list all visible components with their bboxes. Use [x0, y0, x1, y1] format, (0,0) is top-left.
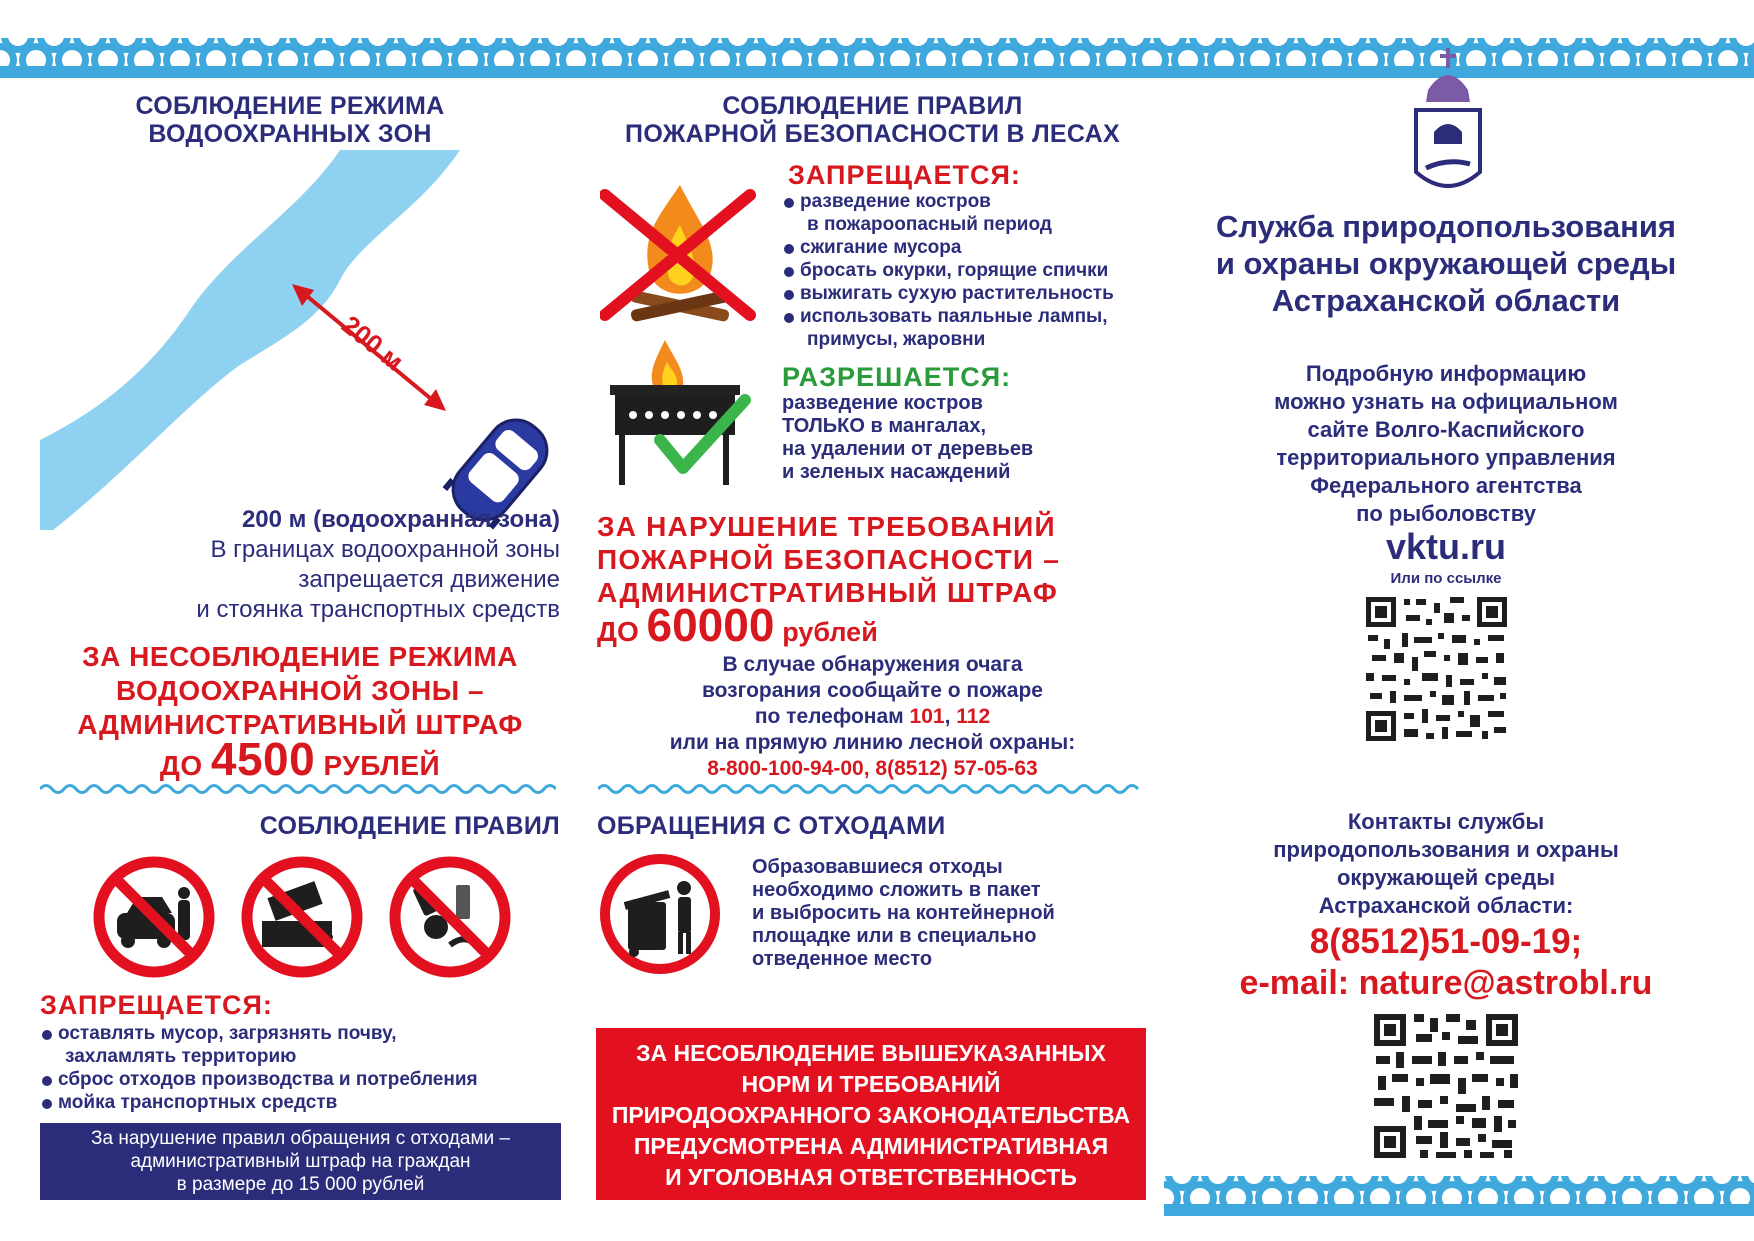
website-link[interactable]: vktu.ru — [1385, 526, 1507, 567]
agency-email[interactable]: e-mail: nature@astrobl.ru — [1239, 964, 1653, 1002]
river-illustration — [40, 150, 560, 530]
waste-disposal-text: Образовавшиеся отходы необходимо сложить в пакет и выбросить на контейнерной площадке или в специально отведенное место — [752, 856, 1055, 970]
waste-fine-box: За нарушение правил обращения с отходами – административный штраф на граждан в размере до 15 000 рублей — [40, 1123, 561, 1200]
fire-forbidden-list — [782, 190, 1152, 351]
list-item: примусы, жаровни — [807, 329, 986, 350]
waste-forbidden-list — [40, 1022, 570, 1114]
waste-forbidden-heading: ЗАПРЕЩАЕТСЯ: — [40, 990, 273, 1020]
water-zone-description: 200 м (водоохранная зона) В границах водоохранной зоны запрещается движение и стоянка транспортных средств — [196, 506, 560, 623]
list-item: выжигать сухую растительность — [782, 282, 1152, 305]
qr-code-website[interactable] — [1364, 595, 1509, 743]
list-item: сжигание мусора — [782, 236, 1152, 259]
no-littering-icon — [388, 855, 512, 979]
divider-wave-middle — [598, 782, 1144, 796]
list-item: в пожароопасный период — [807, 214, 1052, 235]
water-fine-amount: 4500 — [210, 733, 316, 785]
fire-fine-amount: 60000 — [646, 599, 775, 651]
contacts-heading: Контакты службы природопользования и охраны окружающей среды Астраханской области: — [1273, 809, 1619, 918]
trash-bin-icon — [598, 852, 722, 976]
fire-allowed-heading: РАЗРЕШАЕТСЯ: — [782, 362, 1012, 392]
list-item: использовать паяльные лампы, — [782, 305, 1152, 328]
water-section-title: СОБЛЮДЕНИЕ РЕЖИМА ВОДООХРАННЫХ ЗОН — [135, 92, 445, 148]
forest-hotline[interactable]: 8-800-100-94-00, 8(8512) 57-05-63 — [707, 757, 1038, 780]
list-item: оставлять мусор, загрязнять почву, — [40, 1022, 570, 1045]
top-wave-border — [0, 38, 1754, 78]
qr-code-contacts[interactable] — [1372, 1012, 1520, 1160]
waste-title-right: ОБРАЩЕНИЯ С ОТХОДАМИ — [597, 812, 946, 840]
link-note: Или по ссылке — [1390, 570, 1502, 587]
waste-title-left: СОБЛЮДЕНИЕ ПРАВИЛ — [259, 812, 560, 840]
water-fine-block: ЗА НЕСОБЛЮДЕНИЕ РЕЖИМА ВОДООХРАННОЙ ЗОНЫ – АДМИНИСТРАТИВНЫЙ ШТРАФ ДО 4500 РУБЛЕЙ — [77, 641, 523, 785]
fire-report-block: В случае обнаружения очага возгорания сообщайте о пожаре по телефонам 101, 112 или на прямую линию лесной охраны: 8-800-100-94-00, 8(8512) 57-05-63 — [600, 652, 1145, 782]
fire-forbidden-heading: ЗАПРЕЩАЕТСЯ: — [788, 160, 1021, 190]
list-item: захламлять территорию — [65, 1046, 297, 1067]
phone-112[interactable]: 112 — [956, 705, 991, 728]
phone-101[interactable]: 101 — [909, 705, 945, 728]
list-item: разведение костров — [782, 190, 1152, 213]
list-item: сброс отходов производства и потребления — [40, 1068, 570, 1091]
grill-allowed-icon — [605, 330, 755, 490]
distance-label: 200 м — [336, 309, 410, 377]
fire-allowed-text: разведение костров ТОЛЬКО в мангалах, на удалении от деревьев и зеленых насаждений — [782, 392, 1034, 483]
campfire-crossed-icon — [600, 165, 760, 325]
list-item: мойка транспортных средств — [40, 1091, 570, 1114]
coat-of-arms-emblem — [1408, 40, 1488, 200]
no-car-washing-icon — [92, 855, 216, 979]
bottom-wave-border — [1164, 1176, 1754, 1216]
fire-fine-block: ЗА НАРУШЕНИЕ ТРЕБОВАНИЙ ПОЖАРНОЙ БЕЗОПАСНОСТИ – АДМИНИСТРАТИВНЫЙ ШТРАФ ДО 60000 рублей — [597, 511, 1060, 651]
agency-phone[interactable]: 8(8512)51-09-19; — [1309, 922, 1583, 961]
agency-info: Подробную информацию можно узнать на официальном сайте Волго-Каспийского территориального управления Федерального агентства по рыболовству — [1274, 361, 1618, 526]
fire-section-title: СОБЛЮДЕНИЕ ПРАВИЛ ПОЖАРНОЙ БЕЗОПАСНОСТИ В ЛЕСАХ — [625, 92, 1120, 148]
liability-warning-box: ЗА НЕСОБЛЮДЕНИЕ ВЫШЕУКАЗАННЫХ НОРМ И ТРЕБОВАНИЙ ПРИРОДООХРАННОГО ЗАКОНОДАТЕЛЬСТВА ПРЕДУСМОТРЕНА АДМИНИСТРАТИВНАЯ И УГОЛОВНАЯ ОТВЕТСТВЕННОСТЬ — [596, 1028, 1146, 1200]
no-dumping-icon — [240, 855, 364, 979]
agency-name: Служба природопользования и охраны окружающей среды Астраханской области — [1215, 209, 1677, 318]
list-item: бросать окурки, горящие спички — [782, 259, 1152, 282]
